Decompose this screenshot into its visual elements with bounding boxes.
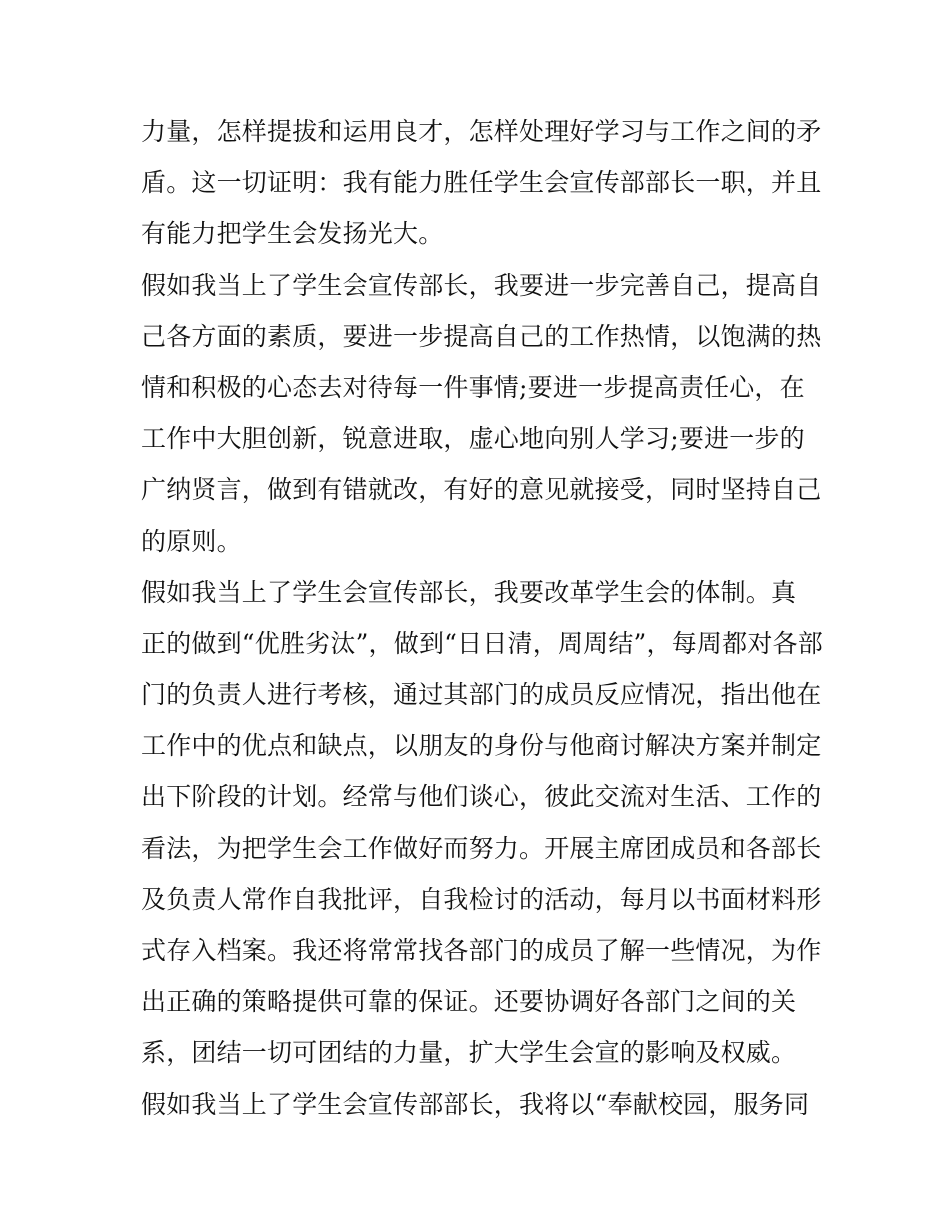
document-body	[141, 106, 821, 1130]
text-line: 广纳贤言，做到有错就改，有好的意见就接受，同时坚持自己	[141, 475, 822, 505]
text-line: 盾。这一切证明：我有能力胜任学生会宣传部部长一职，并且	[141, 168, 822, 198]
text-line: 式存入档案。我还将常常找各部门的成员了解一些情况，为作	[141, 936, 822, 965]
text-line: 工作中大胆创新，锐意进取，虚心地向别人学习;要进一步的	[141, 424, 805, 454]
text-line: 看法，为把学生会工作做好而努力。开展主席团成员和各部长	[141, 833, 822, 863]
text-line: 的原则。	[141, 526, 242, 556]
text-line: 情和积极的心态去对待每一件事情;要进一步提高责任心，在	[141, 372, 805, 402]
text-line: 力量，怎样提拔和运用良才，怎样处理好学习与工作之间的矛	[141, 117, 822, 146]
text-line: 工作中的优点和缺点，以朋友的身份与他商讨解决方案并制定	[141, 731, 822, 761]
text-line: 系，团结一切可团结的力量，扩大学生会宣的影响及权威。	[141, 1038, 797, 1068]
text-line: 及负责人常作自我批评，自我检讨的活动，每月以书面材料形	[141, 884, 822, 914]
text-line: 有能力把学生会发扬光大。	[141, 219, 444, 249]
text-line: 假如我当上了学生会宣传部长，我要进一步完善自己，提高自	[141, 270, 822, 300]
text-line: 假如我当上了学生会宣传部长，我要改革学生会的体制。真	[141, 577, 797, 607]
text-line: 己各方面的素质，要进一步提高自己的工作热情，以饱满的热	[141, 321, 822, 351]
text-line: 门的负责人进行考核，通过其部门的成员反应情况，指出他在	[141, 680, 822, 710]
text-line: 假如我当上了学生会宣传部部长，我将以“奉献校园，服务同	[141, 1089, 810, 1119]
text-line: 出下阶段的计划。经常与他们谈心，彼此交流对生活、工作的	[141, 782, 822, 812]
text-line: 正的做到“优胜劣汰”，做到“日日清，周周结”，每周都对各部	[141, 628, 823, 658]
text-line: 出正确的策略提供可靠的保证。还要协调好各部门之间的关	[141, 987, 797, 1017]
